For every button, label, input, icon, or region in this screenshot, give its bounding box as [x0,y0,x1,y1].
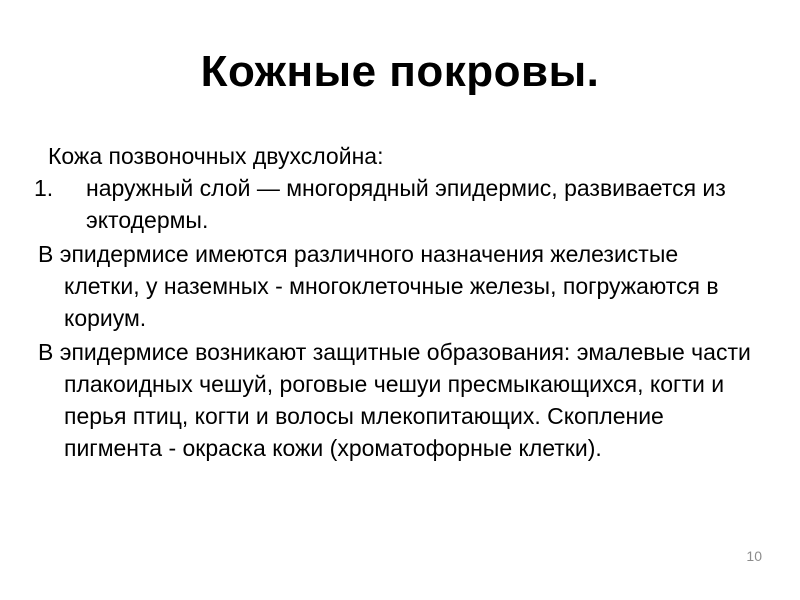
list-item-number: 1. [34,175,54,201]
page-number: 10 [746,548,762,564]
slide-title [0,42,800,102]
paragraph-glands: В эпидермисе имеются различного назначения железистые клетки, у наземных - многоклеточные железы, погружаются в кориум. [38,241,719,331]
intro-text: Кожа позвоночных двухслойна: [48,143,384,169]
slide-title-period: . [586,47,600,96]
paragraph-protective-formations: В эпидермисе возникают защитные образования: эмалевые части плакоидных чешуй, роговые чешуи пресмыкающихся, когти и перья птиц, когти и волосы млекопитающих. Скопление пигмента - окраска кожи (хроматофорные клетки). [38,339,751,461]
list-item-text: наружный слой — многорядный эпидермис, развивается из эктодермы. [86,175,726,233]
list-item [34,172,758,236]
slide-body [34,140,758,464]
slide-title-text: Кожные покровы [200,47,587,96]
